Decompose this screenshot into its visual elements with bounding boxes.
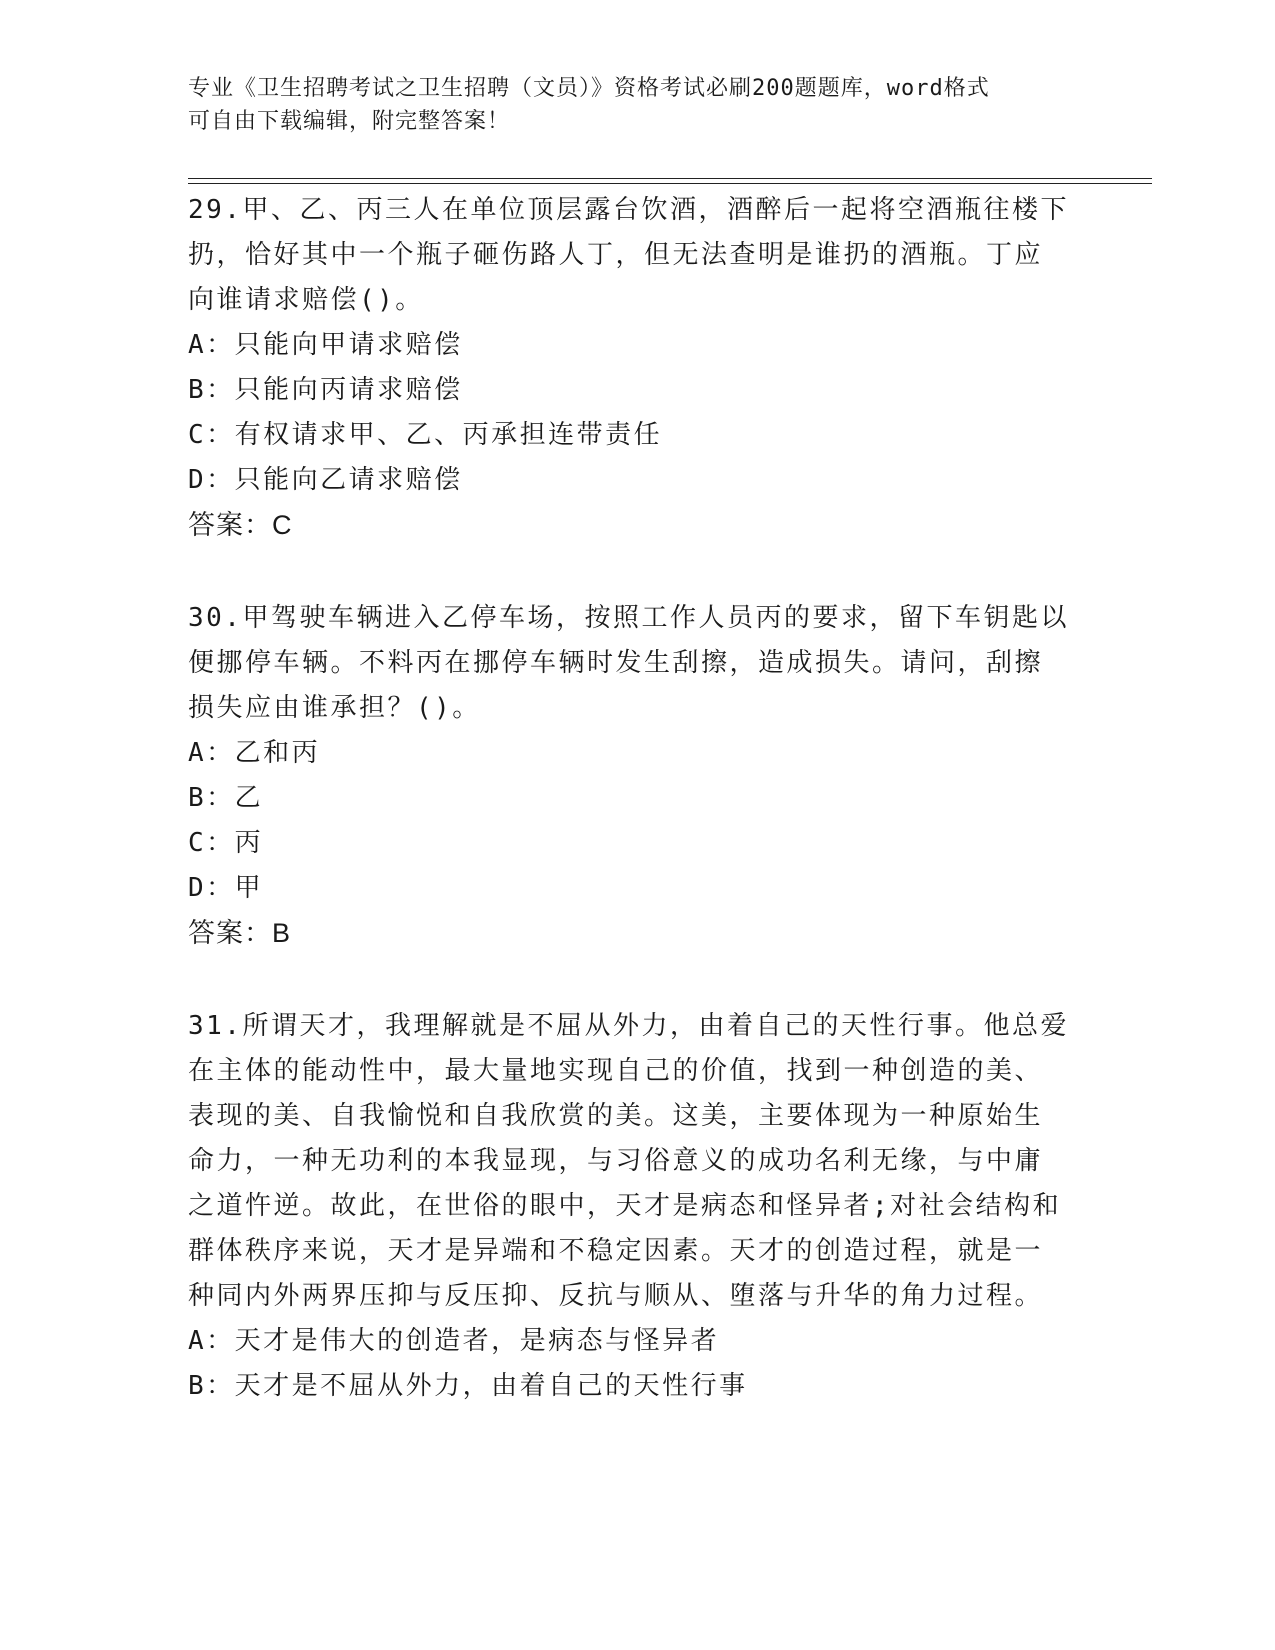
header-line-1: 专业《卫生招聘考试之卫生招聘（文员）》资格考试必刷200题题库，word格式 [188,76,990,101]
option-b: B：只能向丙请求赔偿 [188,375,463,405]
stem-line: 群体秩序来说，天才是异端和不稳定因素。天才的创造过程，就是一 [188,1236,1044,1266]
option-c: C：有权请求甲、乙、丙承担连带责任 [188,420,663,450]
header-line-2: 可自由下载编辑，附完整答案！ [188,109,511,134]
stem-line: 在主体的能动性中，最大量地实现自己的价值，找到一种创造的美、 [188,1056,1044,1086]
question-29 [188,188,1088,548]
option-b: B：天才是不屈从外力，由着自己的天性行事 [188,1371,748,1401]
stem-line: 31.所谓天才，我理解就是不屈从外力，由着自己的天性行事。他总爱 [188,1011,1069,1041]
answer-label: 答案：C [188,510,293,540]
question-stem [188,1004,1088,1319]
stem-line: 种同内外两界压抑与反压抑、反抗与顺从、堕落与升华的角力过程。 [188,1281,1044,1311]
question-stem [188,596,1088,731]
option-a: A：乙和丙 [188,738,321,768]
option-a: A：只能向甲请求赔偿 [188,330,463,360]
document-header [188,72,1068,138]
stem-line: 表现的美、自我愉悦和自我欣赏的美。这美，主要体现为一种原始生 [188,1101,1044,1131]
stem-line: 便挪停车辆。不料丙在挪停车辆时发生刮擦，造成损失。请问，刮擦 [188,648,1044,678]
stem-line: 向谁请求赔偿()。 [188,285,424,315]
option-d: D：只能向乙请求赔偿 [188,465,463,495]
option-a: A：天才是伟大的创造者，是病态与怪异者 [188,1326,720,1356]
question-stem [188,188,1088,323]
stem-line: 扔，恰好其中一个瓶子砸伤路人丁，但无法查明是谁扔的酒瓶。丁应 [188,240,1044,270]
option-d: D：甲 [188,873,264,903]
stem-line: 损失应由谁承担？()。 [188,693,481,723]
option-c: C：丙 [188,828,264,858]
option-b: B：乙 [188,783,264,813]
answer-label: 答案：B [188,918,292,948]
stem-line: 30.甲驾驶车辆进入乙停车场，按照工作人员丙的要求，留下车钥匙以 [188,603,1069,633]
header-divider [188,178,1152,184]
stem-line: 之道忤逆。故此，在世俗的眼中，天才是病态和怪异者;对社会结构和 [188,1191,1062,1221]
question-30 [188,596,1088,956]
question-list [188,188,1088,1457]
question-31 [188,1004,1088,1409]
stem-line: 29.甲、乙、丙三人在单位顶层露台饮酒，酒醉后一起将空酒瓶往楼下 [188,195,1069,225]
stem-line: 命力，一种无功利的本我显现，与习俗意义的成功名利无缘，与中庸 [188,1146,1044,1176]
